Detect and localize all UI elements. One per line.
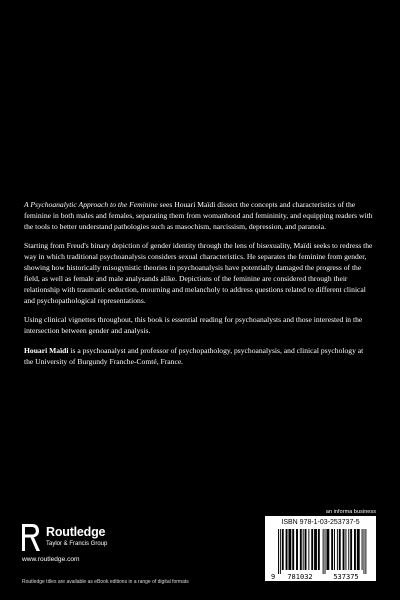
barcode-bar	[331, 529, 333, 570]
blurb	[24, 200, 374, 376]
barcode-bar	[278, 529, 279, 574]
barcode-bar	[364, 529, 365, 574]
barcode-digit-first: 9	[271, 573, 276, 581]
barcode-bar	[288, 529, 291, 570]
barcode-bar	[326, 529, 329, 570]
barcode-bar	[339, 529, 341, 570]
barcode-bar	[334, 529, 335, 570]
publisher-group: Taylor & Francis Group	[46, 541, 108, 547]
barcode-bar	[350, 529, 352, 570]
author-bio-text: is a psychoanalyst and professor of psychopathology, psychoanalysis, and clinical psychology at the University of Burgundy Franche-Comté, France.	[24, 345, 364, 366]
barcode-bar	[354, 529, 356, 570]
blurb-paragraph-1-text: sees Houari Maïdi dissect the concepts and characteristics of the feminine in both males and females, separating them from womanhood and femininity, and equipping readers with the tools to better understand pathologies such as masochism, narcissism, depression, and paranoia.	[24, 200, 373, 231]
barcode-bar	[325, 529, 326, 574]
barcode-bar	[362, 529, 363, 570]
barcode-bar	[348, 529, 349, 570]
barcode-bar	[296, 529, 298, 570]
barcode-bar	[337, 529, 338, 570]
barcode-bar	[292, 529, 294, 570]
routledge-r-icon	[22, 524, 40, 551]
blurb-paragraph-3: Using clinical vignettes throughout, this book is essential reading for psychoanalysts and those interested in the intersection between gender and analysis.	[24, 315, 363, 336]
barcode-bar	[365, 529, 366, 574]
isbn-label: ISBN 978-1-03-253737-5	[281, 519, 360, 526]
barcode	[265, 528, 376, 581]
barcode-digits-group-2: 537375	[333, 573, 359, 581]
parent-company: an informa business	[325, 509, 376, 515]
author-bio	[24, 346, 374, 368]
publisher-website[interactable]: www.routledge.com	[22, 556, 80, 563]
barcode-bar	[305, 529, 307, 570]
barcode-bar	[282, 529, 284, 570]
barcode-bar	[286, 529, 288, 570]
publisher-name: Routledge	[46, 525, 106, 539]
barcode-bar	[357, 529, 360, 570]
author-name: Houari Maïdi	[24, 345, 69, 355]
barcode-panel	[265, 516, 376, 581]
barcode-bar	[308, 529, 309, 570]
barcode-bar	[323, 529, 324, 574]
barcode-digits-group-1: 781032	[287, 573, 313, 581]
barcode-bar	[314, 529, 317, 570]
barcode-bar	[280, 529, 281, 574]
publisher-logo	[22, 524, 152, 558]
blurb-paragraph-1	[24, 200, 374, 233]
barcode-bar	[343, 529, 345, 570]
barcode-bar	[303, 529, 304, 570]
book-title: A Psychoanalytic Approach to the Feminine	[24, 200, 158, 209]
barcode-bar	[300, 529, 302, 570]
barcode-bar	[311, 529, 313, 570]
barcode-bar	[318, 529, 320, 570]
blurb-paragraph-2: Starting from Freud's binary depiction of gender identity through the lens of bisexuality, Maïdi seeks to redress the way in which traditional psychoanalysis considers sexual characteristics. He separates the feminine from gender, showing how historically misogynistic theories in psychoanalysis have potentially damaged the progress of the field, as well as female and male analysands alike. Depictions of the feminine are considered through their relationship with traumatic seduction, mourning and melancholy to address questions related to different clinical and psychopathological representations.	[24, 241, 373, 305]
barcode-bar	[345, 529, 346, 570]
ebook-note: Routledge titles are available as eBook editions in a range of digital formats	[22, 579, 189, 585]
